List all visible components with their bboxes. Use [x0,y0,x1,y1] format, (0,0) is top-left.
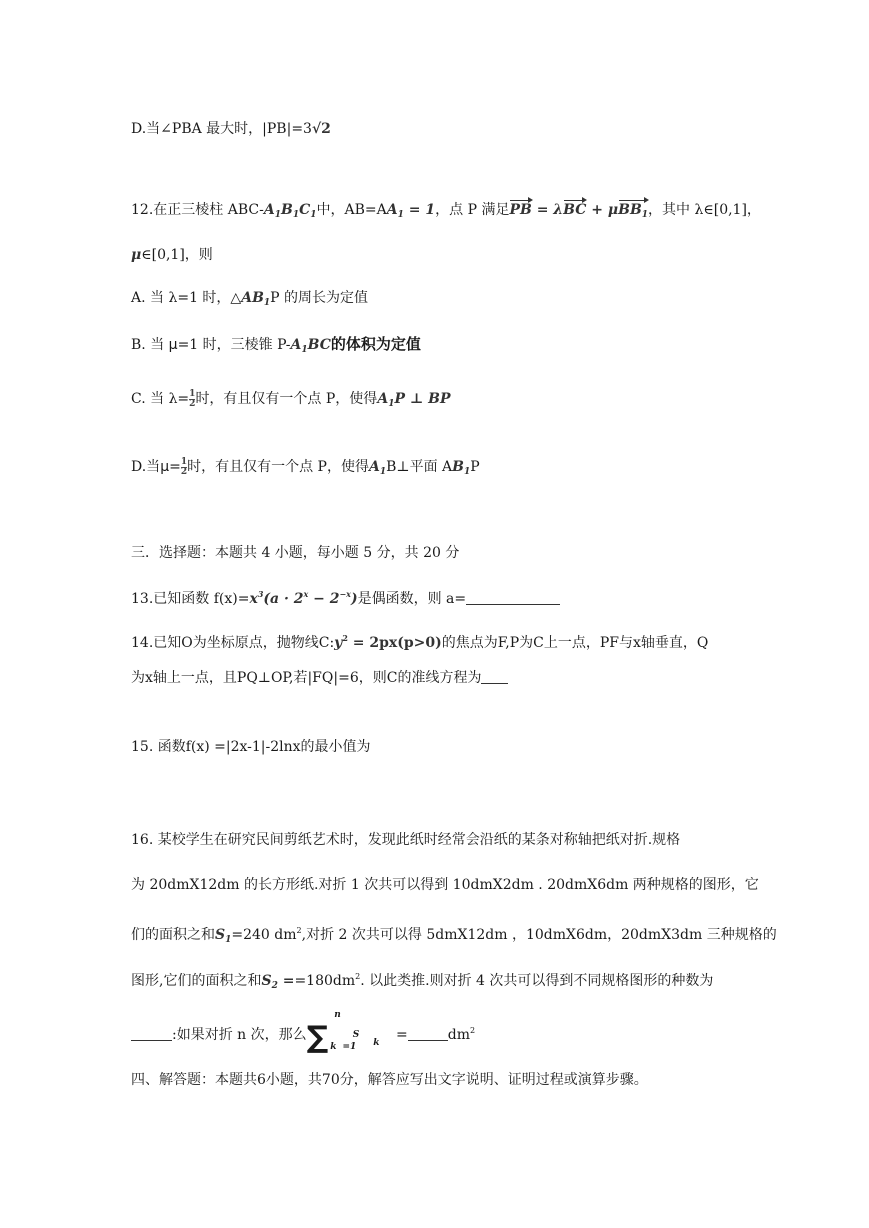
q14-text-a: 14.已知O为坐标原点，抛物线C: [131,635,335,651]
q12-text-b1: ∈[0,1]，则 [141,247,213,263]
mu-symbol: μ [160,459,170,475]
q13-text-a: 13.已知函数 f(x)= [131,591,250,607]
q16-line2: 为 20dmX12dm 的长方形纸.对折 1 次共可以得到 10dmX2dm . 20dmX6dm 两种规格的图形，它 [131,877,759,893]
q12-option-d-text4: P [470,459,480,475]
q16-text-5c: dm [447,1027,470,1043]
answer-blank[interactable] [466,590,560,605]
q13-text-b: 是偶函数，则 a= [357,591,467,607]
q12-text-a1: 12.在正三棱柱 ABC- [131,202,264,218]
q16-text-3b: =240 dm [231,927,297,943]
q12-stem-line1 [131,199,761,226]
mu-symbol: μ [168,337,178,353]
q15: 15. 函数f(x) =|2x-1|-2lnx的最小值为 [131,739,371,755]
summation-sign: ∑ [306,1020,329,1055]
formula-a1bc: $A_1BC$ [290,337,331,355]
q16-text-5a: :如果对折 n 次，那么 [172,1027,307,1043]
q16-text-5b: = [396,1027,408,1043]
q12-option-a-text1: A. 当 λ=1 时，△ [131,290,242,306]
q12-option-c-text1: C. 当 λ= [131,391,190,407]
formula-aa1-eq-1: $A_1 = 1$ [386,202,436,220]
q12-option-c-text2: 时，有且仅有一个点 P，使得 [195,391,378,407]
q12-option-a-text2: P 的周长为定值 [270,290,369,306]
fraction-one-half: $\frac{1}{2}$ [180,456,188,477]
q16-line1: 16. 某校学生在研究民间剪纸艺术时，发现此纸时经常会沿纸的某条对称轴把纸对折.规格 [131,832,681,848]
q12-stem-line2 [131,244,213,266]
q16-text-4b: =180dm [294,973,356,989]
q12-option-d-text1: D.当 [131,459,161,475]
formula-x3-expression: $x^3(a \cdot 2^x - 2^{-x})$ [249,589,358,607]
q16-text-4a: 图形,它们的面积之和 [131,973,262,989]
q12-option-d-text3: B⊥平面 A [386,459,453,475]
q16-line3: 们的面积之和$S_1=240$ $dm^2$,对折 2 次共可以得 5dmX12dm ，10dmX6dm，20dmX3dm 三种规格的 [131,926,777,945]
q16-text-4c: . 以此类推.则对折 4 次共可以得到不同规格图形的种数为 [360,973,714,989]
formula-a1: $A_1$ [368,459,387,477]
answer-blank[interactable] [481,669,508,684]
q16-text-3c: ,对折 2 次共可以得 5dmX12dm ，10dmX6dm，20dmX3dm 三种规格的 [301,927,777,943]
formula-mu: μ [131,247,142,263]
q12-text-a4: ，其中 λ∈[0,1]， [648,202,761,218]
q12-text-a3: ，点 P 满足 [435,202,510,218]
q12-option-b-text3: 的体积为定值 [330,335,421,353]
formula-a1b1c1: $A_1B_1C_1$ [263,202,317,220]
q11-option-d [131,118,331,140]
formula-a1p-perp-bp: $A_1P$ ⊥ BP [377,391,451,409]
section-3-heading: 三．选择题：本题共 4 小题，每小题 5 分，共 20 分 [131,545,460,561]
q11-option-d-text: D.当∠PBA 最大时，|PB|=3 [131,121,312,137]
q14-text-b: 的焦点为F,P为C上一点，PF与x轴垂直，Q [441,635,709,651]
q12-option-d-text2: 时，有且仅有一个点 P，使得 [187,459,369,475]
q12-text-a2: 中，AB=A [316,202,387,218]
formula-b1: $B_1$ [452,459,471,477]
q12-option-a [131,287,368,314]
q12-option-c [131,388,451,415]
formula-ab1: $AB_1$ [241,290,271,308]
section-4-heading: 四、解答题：本题共6小题，共70分，解答应写出文字说明、证明过程或演算步骤。 [131,1072,648,1088]
q14-line2 [131,667,508,689]
formula-s1: $S_1$ [215,927,232,945]
sqrt-two: √2 [311,121,331,137]
q16-text-3a: 们的面积之和 [131,927,215,943]
q14-line1 [131,627,708,654]
q12-option-d: D.当μ= $\frac{1}{2}$ 时，有且仅有一个点 P，使得$A_1B\perp$平面 $AB_1P$ [131,456,480,477]
q16-line5: :如果对折 n 次，那么∑ $_k$ $_{=1}^nS_k = dm^2$ [131,1020,475,1058]
q16-line4: 图形,它们的面积之和$S_2 ==180dm^2$. 以此类推.则对折 4 次共可以得到不同规格图形的种数为 [131,972,714,991]
q14-text-c: 为x轴上一点，且PQ⊥OP,若|FQ|=6，则C的准线方程为 [131,670,482,686]
q12-option-b-text2: =1 时，三棱锥 P- [177,337,291,353]
formula-parabola: $y^2 = 2px(p>0)$ [334,633,442,651]
q12-option-b [131,333,421,361]
formula-s2: $S_2$ = [261,973,295,991]
q12-option-b-text1: B. 当 [131,337,165,353]
formula-vector-pb: PB = λBC + μBB$_1$ [509,202,648,218]
q13 [131,583,560,610]
fraction-one-half: $\frac{1}{2}$ [189,388,196,409]
answer-blank[interactable] [408,1026,448,1041]
answer-blank[interactable] [131,1026,172,1041]
